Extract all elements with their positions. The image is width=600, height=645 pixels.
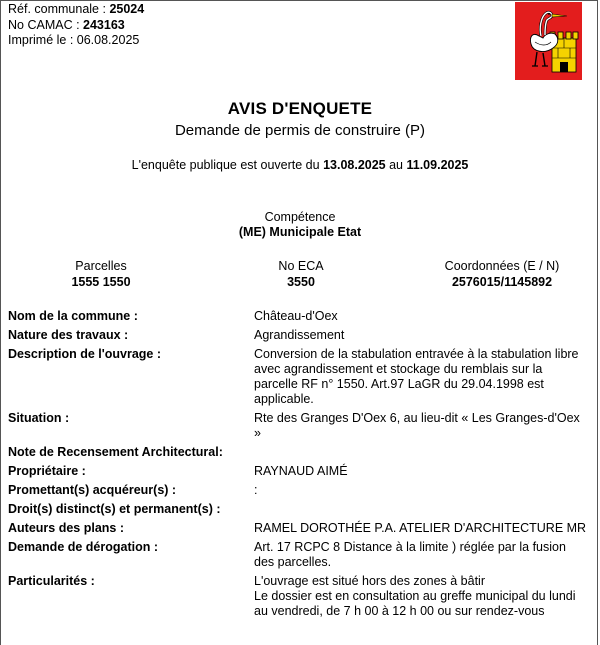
document-subtitle: Demande de permis de construire (P): [174, 122, 426, 139]
coordonnees-label: Coordonnées (E / N): [444, 259, 560, 273]
crane-tower-icon: [515, 2, 582, 80]
field-label: Particularités :: [8, 574, 95, 588]
coordonnees-value: 2576015/1145892: [451, 274, 553, 289]
field-label: Droit(s) distinct(s) et permanent(s) :: [8, 502, 221, 516]
coordonnees-column: [402, 259, 600, 290]
document-meta: [8, 2, 144, 49]
ref-communale-line: [8, 2, 144, 18]
field-row-commune: [8, 309, 593, 324]
field-label: Nature des travaux :: [8, 328, 129, 342]
field-label: Promettant(s) acquéreur(s) :: [8, 483, 177, 497]
field-value: [254, 502, 589, 517]
field-value: RAYNAUD AIMÉ: [254, 464, 348, 478]
field-label: Description de l'ouvrage :: [8, 347, 162, 361]
field-label: Demande de dérogation :: [8, 540, 159, 554]
enquete-start-date: 13.08.2025: [323, 158, 386, 172]
field-label: Propriétaire :: [8, 464, 86, 478]
document-title: AVIS D'ENQUETE: [227, 99, 373, 118]
field-row-derogation: [8, 540, 593, 570]
field-label: Situation :: [8, 411, 70, 425]
enquete-period: [0, 158, 600, 172]
printed-line: [8, 33, 144, 49]
coat-of-arms-logo: [515, 2, 582, 80]
eca-label: No ECA: [278, 259, 324, 273]
competence-value: (ME) Municipale Etat: [238, 225, 362, 239]
field-value: Rte des Granges D'Oex 6, au lieu-dit « Les Granges-d'Oex »: [254, 411, 580, 440]
parcelles-column: [1, 259, 201, 290]
field-value: Château-d'Oex: [254, 309, 338, 323]
camac-label: No CAMAC :: [8, 17, 80, 32]
field-row-nature-travaux: [8, 328, 593, 343]
printed-label: Imprimé le :: [8, 33, 74, 47]
fields-table: [8, 309, 593, 623]
field-row-description: [8, 347, 593, 407]
field-value: [254, 445, 589, 460]
ref-communale-value: 25024: [109, 2, 145, 16]
eca-column: [201, 259, 401, 290]
enquete-middle: au: [389, 158, 404, 172]
field-label: Auteurs des plans :: [8, 521, 124, 535]
field-value: Conversion de la stabulation entravée à la stabulation libre avec agrandissement et stockage du remblais sur la parcelle RF n° 1550. Art.97 LaGR du 29.04.1998 est applicable.: [254, 347, 579, 406]
field-value: L'ouvrage est situé hors des zones à bâtir Le dossier est en consultation au greffe municipal du lundi au vendredi, de 7 h 00 à 12 h 00 ou sur rendez-vous: [254, 574, 576, 618]
field-value: :: [254, 483, 258, 497]
camac-value: 243163: [83, 17, 125, 32]
parcelles-label: Parcelles: [75, 259, 127, 273]
printed-value: 06.08.2025: [76, 33, 140, 47]
field-value: Agrandissement: [254, 328, 345, 342]
field-value: RAMEL DOROTHÉE P.A. ATELIER D'ARCHITECTURE MR: [254, 521, 587, 535]
ref-communale-label: Réf. communale :: [8, 2, 106, 16]
field-label: Nom de la commune :: [8, 309, 138, 323]
field-row-situation: [8, 411, 593, 441]
field-row-recensement: [8, 445, 593, 460]
field-row-particularites: [8, 574, 593, 619]
eca-value: 3550: [287, 274, 315, 289]
field-row-proprietaire: [8, 464, 593, 479]
enquete-prefix: L'enquête publique est ouverte du: [131, 158, 320, 172]
field-label: Note de Recensement Architectural:: [8, 445, 223, 459]
field-row-droits: [8, 502, 593, 517]
competence-label: Compétence: [264, 210, 336, 224]
enquete-end-date: 11.09.2025: [406, 158, 469, 172]
field-row-auteurs: [8, 521, 593, 536]
field-value: Art. 17 RCPC 8 Distance à la limite ) réglée par la fusion des parcelles.: [254, 540, 566, 569]
parcelles-value: 1555 1550: [71, 274, 131, 289]
field-row-promettant: [8, 483, 593, 498]
camac-line: [8, 18, 144, 34]
